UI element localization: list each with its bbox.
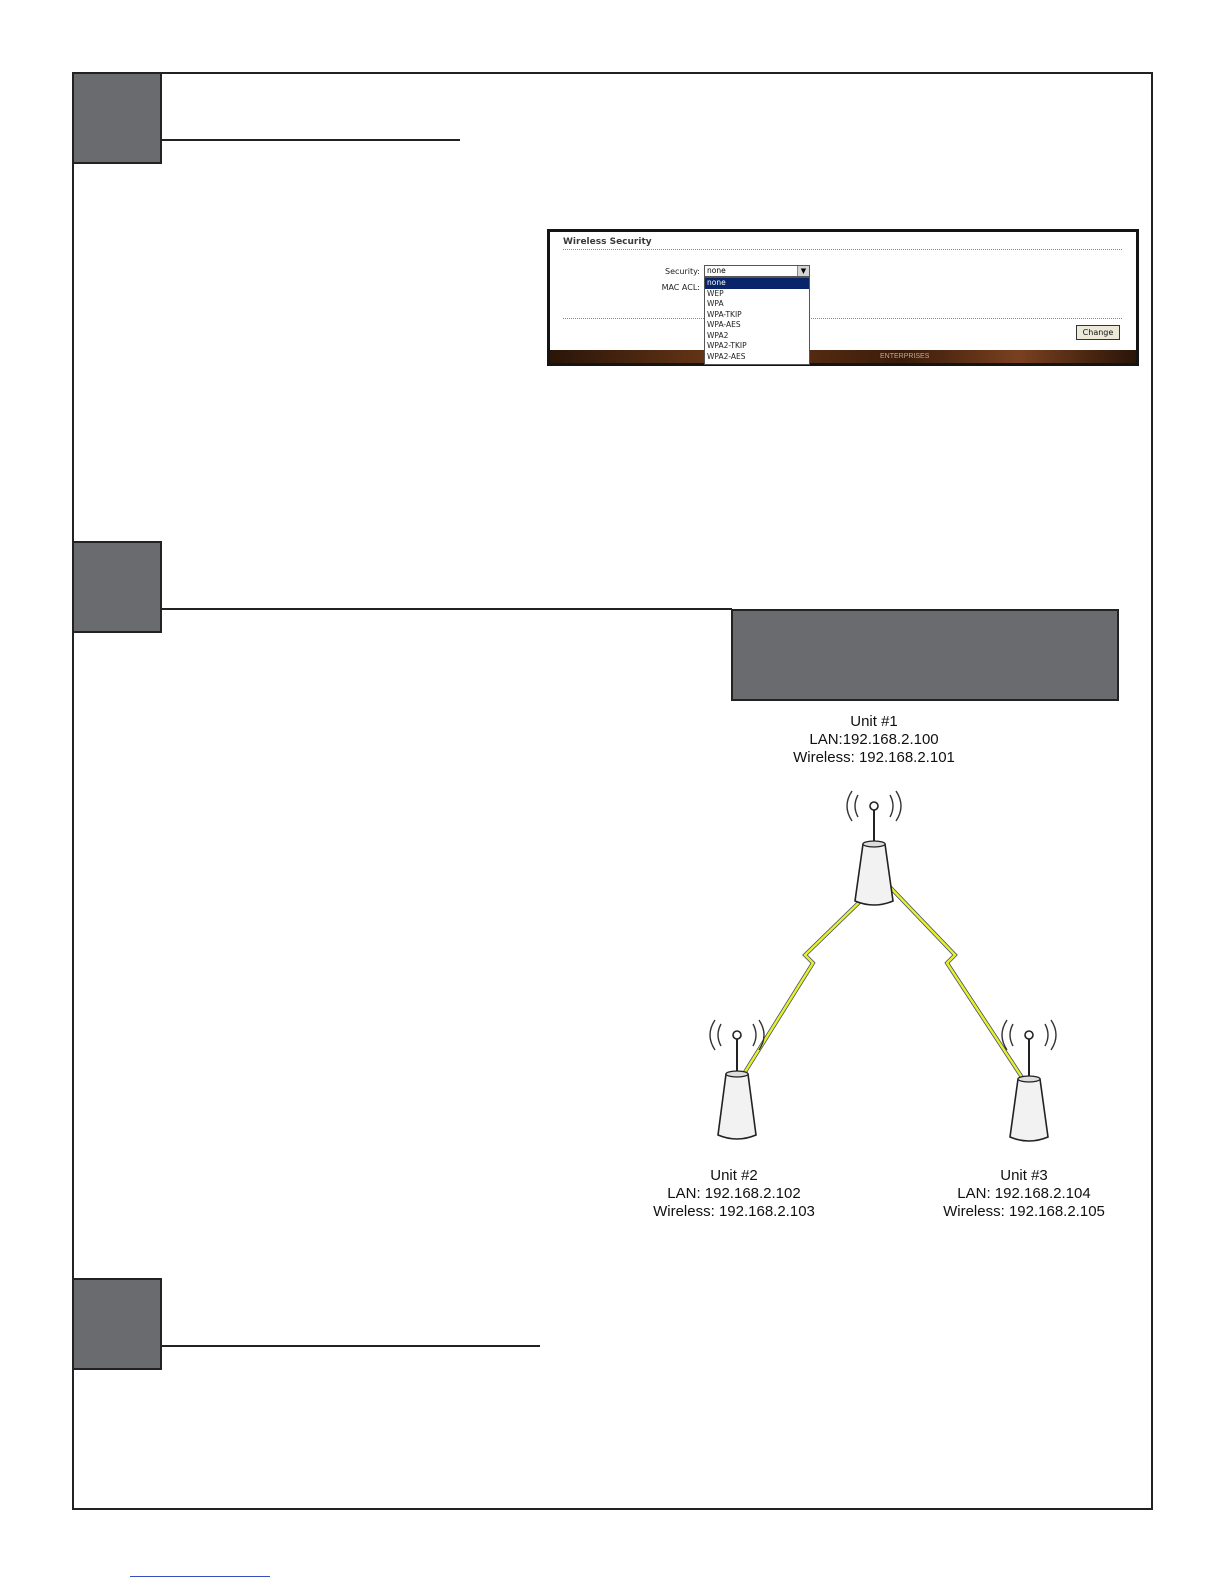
wireless-security-screenshot: [547, 229, 1139, 366]
unit-1-lan: LAN:192.168.2.100: [809, 731, 939, 748]
unit-2-label: [634, 1167, 834, 1221]
chevron-down-icon[interactable]: ▼: [797, 266, 809, 276]
note-callout-box: [731, 609, 1119, 701]
mac-acl-label: MAC ACL:: [661, 283, 700, 292]
network-diagram-graphic: [655, 705, 1125, 1225]
unit-1-name: Unit #1: [850, 713, 898, 730]
footer-link-underline: [130, 1576, 270, 1577]
network-diagram: [655, 705, 1125, 1225]
unit-3-label: [924, 1167, 1124, 1221]
unit-2-antenna-icon: [710, 1020, 764, 1139]
unit-3-wireless: Wireless: 192.168.2.105: [943, 1203, 1105, 1220]
unit-2-wireless: Wireless: 192.168.2.103: [653, 1203, 815, 1220]
unit-3-antenna-icon: [1002, 1020, 1056, 1141]
security-option-wpa2-aes[interactable]: WPA2-AES: [707, 351, 746, 361]
step-2-heading-rule: [160, 608, 732, 610]
change-button[interactable]: Change: [1076, 325, 1120, 340]
security-select[interactable]: [704, 265, 810, 277]
security-dropdown-list[interactable]: [704, 277, 810, 365]
unit-1-label: [774, 713, 974, 767]
security-option-wpa[interactable]: WPA: [707, 299, 724, 308]
unit-1-wireless: Wireless: 192.168.2.101: [793, 749, 955, 766]
wireless-link-1-3: [888, 885, 1027, 1085]
security-option-wep[interactable]: WEP: [707, 288, 724, 298]
unit-3-lan: LAN: 192.168.2.104: [957, 1185, 1091, 1202]
security-option-wpa2-tkip[interactable]: WPA2-TKIP: [707, 341, 747, 350]
security-label: Security:: [665, 267, 700, 276]
wireless-link-1-2: [740, 885, 877, 1080]
security-option-wpa2[interactable]: WPA2: [707, 330, 729, 340]
security-option-wpa-tkip[interactable]: WPA-TKIP: [707, 309, 742, 319]
step-3-heading-rule: [160, 1345, 540, 1347]
divider: [563, 249, 1122, 250]
divider: [563, 318, 1122, 319]
step-marker-1: [72, 72, 162, 164]
step-1-heading-rule: [160, 139, 460, 141]
step-marker-2: [72, 541, 162, 633]
wireless-security-title: Wireless Security: [563, 237, 652, 247]
security-option-wpa-aes[interactable]: WPA-AES: [707, 320, 741, 329]
unit-2-name: Unit #2: [710, 1167, 758, 1184]
security-select-value: none: [707, 266, 726, 275]
security-option-none[interactable]: none: [705, 278, 809, 289]
unit-3-name: Unit #3: [1000, 1167, 1048, 1184]
step-marker-3: [72, 1278, 162, 1370]
screenshot-footer-band: ENTERPRISES: [550, 350, 1136, 363]
unit-2-lan: LAN: 192.168.2.102: [667, 1185, 801, 1202]
